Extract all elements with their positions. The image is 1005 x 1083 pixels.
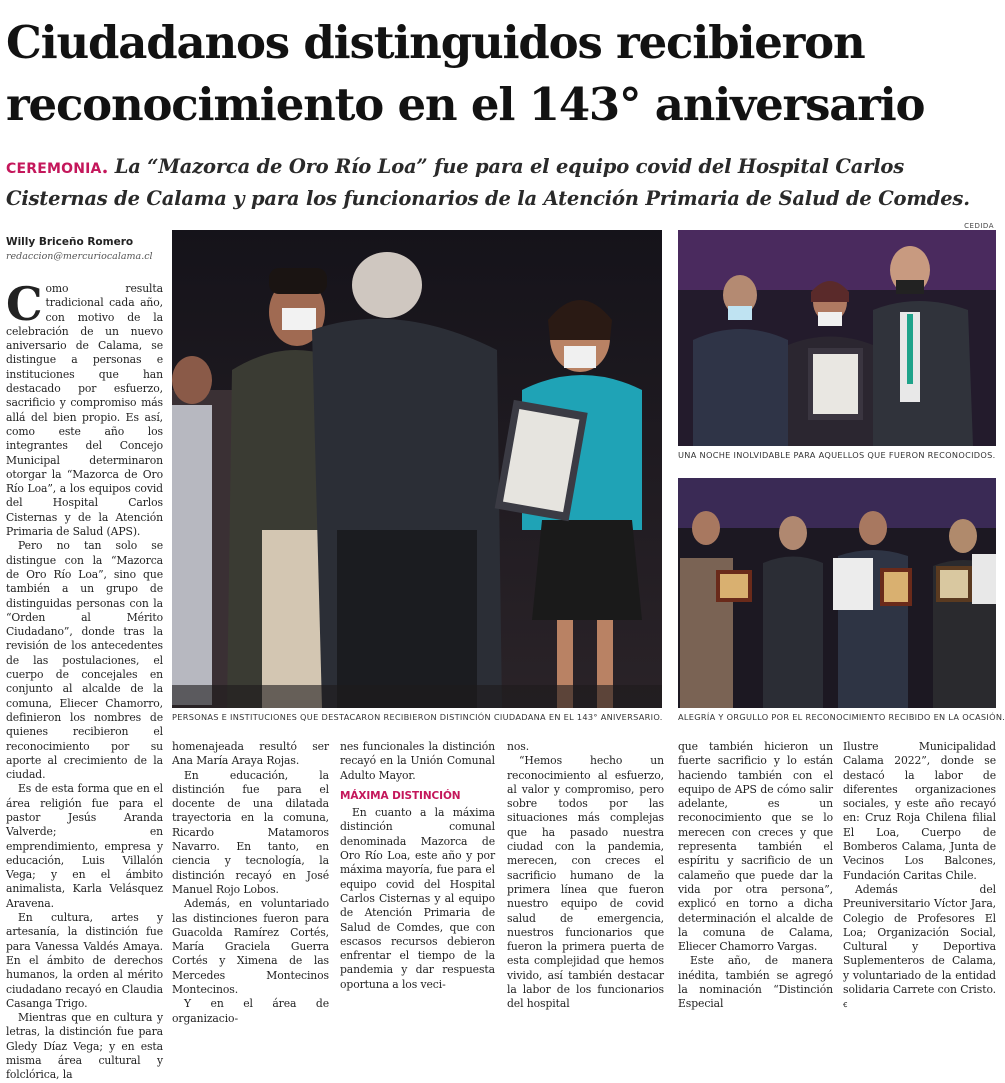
article-paragraph: Además del Preuniversitario Víctor Jara, Colegio de Profesores El Loa; Organización Social, Cultural y Deportiva Suplementeros de Calama, y voluntariado de la entidad solidaria Carrete con Cristo. ꞓ — [843, 882, 996, 1011]
article-paragraph: Mientras que en cultura y letras, la distinción fue para Gledy Díaz Vega; y en esta misma área cultural y folclórica, la — [6, 1011, 163, 1082]
article-paragraph: Y en el área de organizacio- — [172, 997, 329, 1025]
article-column-4 — [507, 740, 664, 1012]
article-paragraph: “Hemos hecho un reconocimiento al esfuerzo, al valor y compromiso, pero sobre todos por las situaciones más complejas que ha pasado nuestra ciudad con la pandemia, merecen, con creces el sacrificio humano de la primera línea que fueron nuestro equipo de covid salud de emergencia, nuestros funcionarios que fueron la primera puerta de esta complejidad que hemos vivido, así también destacar la labor de los funcionarios del hospital — [507, 754, 664, 1011]
article-column-6 — [843, 740, 996, 1013]
article-paragraph: En cultura, artes y artesanía, la distinción fue para Vanessa Valdés Amaya. En el ámbito de derechos humanos, la orden al mérito ciudadano recayó en Claudia Casanga Trigo. — [6, 911, 163, 1010]
lead-text: La “Mazorca de Oro Río Loa” fue para el equipo covid del Hospital Carlos Cisternas de Calama y para los funcionarios de la Atención Primaria de Salud de Comdes. — [6, 155, 970, 210]
article-paragraph: En cuanto a la máxima distinción comunal denominada Mazorca de Oro Río Loa, este año y por máxima mayoría, fue para el equipo covid del Hospital Carlos Cisternas y al equipo de Atención Primaria de Salud de Comdes, que con escasos recursos debieron enfrentar el tiempo de la pandemia y dar respuesta oportuna a los veci- — [340, 806, 495, 991]
photo-credit: CEDIDA — [964, 222, 994, 230]
end-mark-icon: ꞓ — [843, 1000, 848, 1011]
article-paragraph: Pero no tan solo se distingue con la “Mazorca de Oro Río Loa”, sino que también a un grupo de distinguidas personas con la “Orden al Mérito Ciudadano”, donde tras la revisión de los antecedentes de las postulaciones, el cuerpo de concejales en conjunto al alcalde de la comuna, Eliecer Chamorro, definieron los nombres de quienes recibieron el reconocimiento por su aporte al crecimiento de la ciudad. — [6, 539, 163, 782]
article-paragraph: nos. — [507, 740, 530, 753]
section-tag-dot: . — [101, 155, 115, 178]
article-paragraph: Ilustre Municipalidad Calama 2022”, donde se destacó la labor de diferentes organizaciones sociales, y este año recayó en: Cruz Roja Chilena filial El Loa, Cuerpo de Bomberos Calama, Junta de Vecinos Los Balcones, Fundación Caritas Chile. — [843, 740, 996, 882]
article-paragraph: homenajeada resultó ser Ana María Araya Rojas. — [172, 740, 329, 768]
article-paragraph: Este año, de manera inédita, también se agregó la nominación “Distinción Especial — [678, 954, 833, 1011]
article-paragraph: Como resulta tradicional cada año, con motivo de la celebración de un nuevo aniversario de Calama, se distingue a personas e instituciones que han destacado por esfuerzo, sacrificio y compromiso más allá del bien propio. Es así, como este año los integrantes del Concejo Municipal determinaron otorgar la “Mazorca de Oro Río Loa”, a los equipos covid del Hospital Carlos Cisternas y de la Atención Primaria de Salud (APS). — [6, 277, 163, 539]
byline — [6, 236, 166, 262]
main-photo-illustration — [172, 230, 662, 708]
bottom-right-photo — [678, 478, 996, 708]
top-right-photo-illustration — [678, 230, 996, 446]
article-column-3 — [340, 740, 495, 992]
subheading: MÁXIMA DISTINCIÓN — [340, 789, 461, 802]
top-right-photo — [678, 230, 996, 446]
headline-line-1: Ciudadanos distinguidos recibieron — [6, 16, 865, 69]
article-paragraph: Además, en voluntariado las distinciones fueron para Guacolda Ramírez Cortés, María Graciela Guerra Cortés y Ximena de las Mercedes Montecinos Montecinos. — [172, 897, 329, 997]
article-column-5 — [678, 740, 833, 1012]
lead-paragraph — [6, 152, 998, 214]
main-photo-caption: PERSONAS E INSTITUCIONES QUE DESTACARON RECIBIERON DISTINCIÓN CIUDADANA EN EL 143° ANIVERSARIO. — [172, 712, 663, 722]
top-right-photo-caption: UNA NOCHE INOLVIDABLE PARA AQUELLOS QUE FUERON RECONOCIDOS. — [678, 450, 996, 460]
article-paragraph: que también hicieron un fuerte sacrificio y lo están haciendo también con el equipo de APS de cómo salir adelante, es un reconocimiento que se lo merecen con creces y que representa también el espíritu y sacrificio de un calameño que puede dar la vida por otra persona”, explicó en torno a dicha determinación el alcalde de la comuna de Calama, Eliecer Chamorro Vargas. — [678, 740, 833, 954]
article-paragraph: Es de esta forma que en el área religión fue para el pastor Jesús Aranda Valverde; en emprendimiento, empresa y educación, Luis Villalón Vega; y en el ámbito animalista, Karla Velásquez Aravena. — [6, 782, 163, 910]
headline-line-2: reconocimiento en el 143° aniversario — [6, 78, 925, 131]
article-column-1 — [6, 277, 163, 1083]
section-tag: CEREMONIA — [6, 161, 102, 177]
bottom-right-photo-caption: ALEGRÍA Y ORGULLO POR EL RECONOCIMIENTO RECIBIDO EN LA OCASIÓN. — [678, 712, 1005, 722]
headline — [6, 12, 996, 136]
article-paragraph: nes funcionales la distinción recayó en la Unión Comunal Adulto Mayor. — [340, 740, 495, 782]
bottom-right-photo-illustration — [678, 478, 996, 708]
author-name: Willy Briceño Romero — [6, 236, 134, 248]
author-email: redaccion@mercuriocalama.cl — [6, 251, 153, 262]
article-column-2 — [172, 740, 329, 1026]
article-paragraph: En educación, la distinción fue para el docente de una dilatada trayectoria en la comuna, Ricardo Matamoros Navarro. En tanto, en ciencia y tecnología, la distinción recayó en José Manuel Rojo Lobos. — [172, 768, 329, 896]
drop-cap: C — [6, 277, 43, 331]
main-ceremony-photo — [172, 230, 662, 708]
